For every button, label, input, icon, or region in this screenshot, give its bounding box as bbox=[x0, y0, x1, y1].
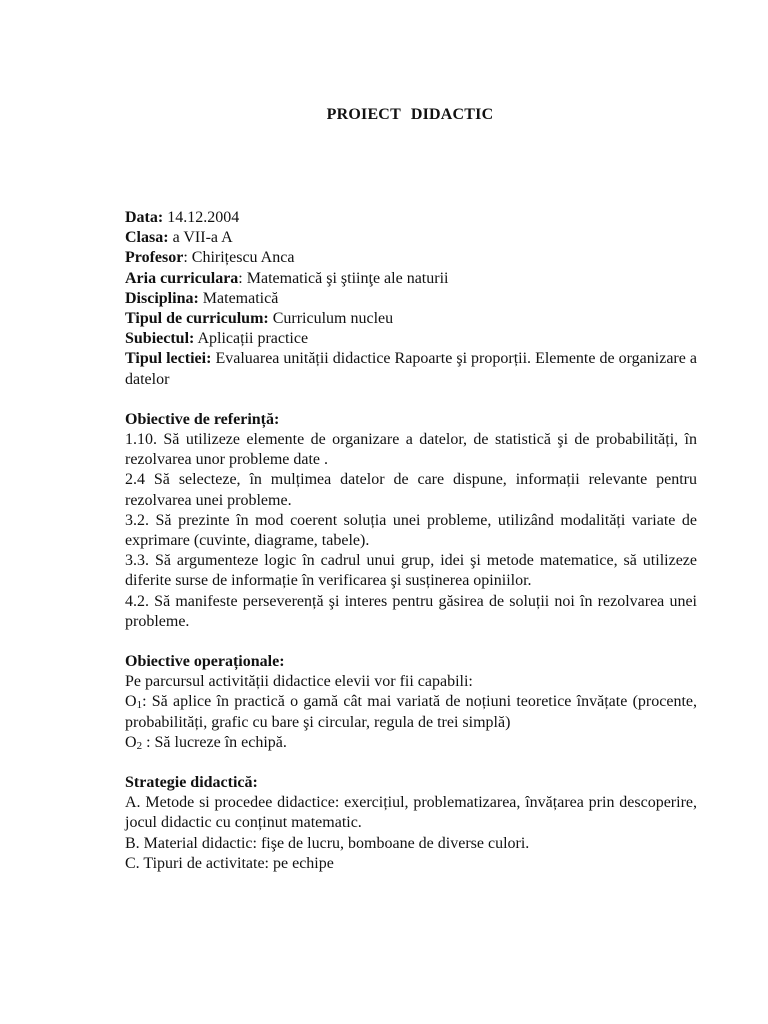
objective-code: O bbox=[125, 733, 137, 751]
info-label: Clasa: bbox=[125, 229, 169, 247]
info-label: Tipul lectiei: bbox=[125, 350, 212, 368]
strategy-item: B. Material didactic: fişe de lucru, bomboane de diverse culori. bbox=[125, 834, 530, 852]
document-title: PROIECT DIDACTIC bbox=[326, 106, 494, 123]
spacer bbox=[125, 632, 697, 652]
info-value: a VII-a A bbox=[168, 229, 233, 247]
objective-item: 4.2. Să manifeste perseverență şi interes pentru găsirea de soluții noi în rezolvarea unei probleme. bbox=[125, 592, 697, 630]
operational-objective-o2 bbox=[125, 733, 697, 753]
objective-text: : Să lucreze în echipă. bbox=[142, 733, 287, 751]
spacer bbox=[125, 390, 697, 410]
info-value: Aplicații practice bbox=[194, 330, 309, 348]
objective-code-index: 2 bbox=[136, 739, 143, 752]
objective-text: : Să aplice în practică o gamă cât mai variată de noțiuni teoretice învățate (procente, probabilități, grafic cu bare şi circular, regula de trei simplă) bbox=[125, 693, 697, 731]
section-heading-obiective-operationale: Obiective operaționale: bbox=[125, 653, 285, 671]
info-label: Aria curriculara bbox=[125, 269, 239, 287]
objective-item: 1.10. Să utilizeze elemente de organizare a datelor, de statistică şi de probabilități, în rezolvarea unor probleme date . bbox=[125, 431, 697, 469]
strategy-item: A. Metode si procedee didactice: exercițiul, problematizarea, învățarea prin descoperire, jocul didactic cu conținut matematic. bbox=[125, 794, 697, 832]
section-heading-strategie: Strategie didactică: bbox=[125, 774, 258, 792]
info-profesor bbox=[125, 248, 697, 268]
objective-item: 2.4 Să selecteze, în mulțimea datelor de care dispune, informații relevante pentru rezolvarea unei probleme. bbox=[125, 471, 697, 509]
objective-code: O bbox=[125, 693, 137, 711]
info-subiectul bbox=[125, 329, 697, 349]
info-value: Evaluarea unității didactice Rapoarte şi proporții. Elemente de organizare a datelor bbox=[125, 350, 697, 388]
objective-item: 3.3. Să argumenteze logic în cadrul unui grup, idei şi metode matematice, să utilizeze diferite surse de informație în verificarea şi susținerea opiniilor. bbox=[125, 552, 697, 590]
info-tipul-lectiei bbox=[125, 349, 697, 389]
info-clasa bbox=[125, 228, 697, 248]
strategy-item: C. Tipuri de activitate: pe echipe bbox=[125, 854, 334, 872]
info-aria-curriculara bbox=[125, 269, 697, 289]
info-label: Disciplina: bbox=[125, 289, 199, 307]
operational-intro: Pe parcursul activității didactice elevii vor fii capabili: bbox=[125, 673, 473, 691]
info-value: : Chirițescu Anca bbox=[183, 249, 295, 267]
info-value: Curriculum nucleu bbox=[268, 310, 394, 328]
info-value: : Matematică şi ştiinţe ale naturii bbox=[238, 269, 449, 287]
info-value: 14.12.2004 bbox=[163, 209, 240, 226]
spacer bbox=[125, 753, 697, 773]
info-label: Tipul de curriculum: bbox=[125, 310, 269, 328]
info-data bbox=[125, 208, 697, 228]
info-disciplina bbox=[125, 289, 697, 309]
section-heading-obiective-referinta: Obiective de referință: bbox=[125, 410, 280, 428]
document-body bbox=[125, 208, 697, 874]
info-label: Subiectul: bbox=[125, 330, 195, 348]
objective-code-index: 1 bbox=[136, 699, 143, 712]
info-label: Data: bbox=[125, 209, 164, 226]
info-tipul-de-curriculum bbox=[125, 309, 697, 329]
info-value: Matematică bbox=[198, 289, 279, 307]
info-label: Profesor bbox=[125, 249, 184, 267]
operational-objective-o1 bbox=[125, 692, 697, 732]
objective-item: 3.2. Să prezinte în mod coerent soluția unei probleme, utilizând modalități variate de exprimare (cuvinte, diagrame, tabele). bbox=[125, 511, 697, 550]
